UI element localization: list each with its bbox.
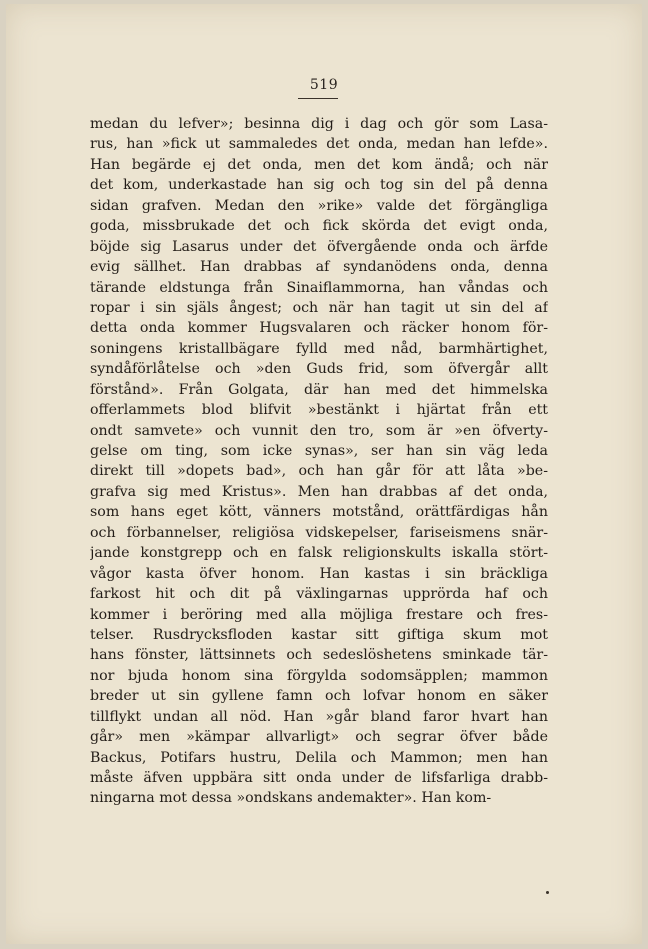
text-line: goda, missbrukade det och fick skörda det evigt onda,	[90, 218, 548, 235]
text-line: medan du lefver»; besinna dig i dag och gör som Lasa-	[90, 116, 548, 132]
text-line: som hans eget kött, vänners motstånd, orättfärdigas hån	[90, 504, 548, 521]
text-line: rus, han »fick ut sammaledes det onda, medan han lefde».	[90, 136, 548, 153]
text-line: kommer i beröring med alla möjliga frestare och fres-	[90, 606, 548, 623]
text-line: vågor kasta öfver honom. Han kastas i sin bräckliga	[90, 565, 548, 582]
text-line: direkt till »dopets bad», och han går för att låta »be-	[90, 463, 548, 480]
print-speck	[546, 891, 549, 894]
text-line: går» men »kämpar allvarligt» och segrar öfver både	[90, 729, 548, 746]
text-line: hans fönster, lättsinnets och sedeslöshetens sminkade tär-	[90, 647, 548, 664]
text-line: Backus, Potifars hustru, Delila och Mammon; men han	[90, 749, 548, 766]
text-line: offerlammets blod blifvit »bestänkt i hjärtat från ett	[90, 402, 548, 419]
text-line: evig sällhet. Han drabbas af syndanödens onda, denna	[90, 259, 548, 276]
page-number: 519	[309, 77, 339, 93]
text-line: ningarna mot dessa »ondskans andemakter». Han kom-	[90, 790, 492, 807]
text-line: farkost hit och dit på växlingarnas upprörda haf och	[90, 586, 548, 603]
text-line: grafva sig med Kristus». Men han drabbas af det onda,	[90, 483, 548, 500]
text-line: böjde sig Lasarus under det öfvergående onda och ärfde	[90, 238, 548, 255]
text-line: ondt samvete» och vunnit den tro, som är »en öfverty-	[90, 422, 548, 439]
text-line: förstånd». Från Golgata, där han med det himmelska	[90, 381, 548, 398]
text-line: breder ut sin gyllene famn och lofvar honom en säker	[90, 688, 548, 705]
text-line: måste äfven uppbära sitt onda under de lifsfarliga drabb-	[90, 770, 548, 786]
text-line: och förbannelser, religiösa vidskepelser, fariseismens snär-	[90, 524, 548, 541]
text-line: telser. Rusdrycksfloden kastar sitt giftiga skum mot	[90, 626, 548, 643]
body-text	[90, 114, 548, 809]
text-line: detta onda kommer Hugsvalaren och räcker honom för-	[90, 320, 548, 337]
text-line: tillflykt undan all nöd. Han »går bland faror hvart han	[90, 708, 548, 725]
text-line: sidan grafven. Medan den »rike» valde det förgängliga	[90, 197, 548, 214]
text-line: jande konstgrepp och en falsk religionskults iskalla stört-	[90, 545, 548, 562]
text-line: det kom, underkastade han sig och tog sin del på denna	[90, 177, 548, 194]
text-line: tärande eldstunga från Sinaiflammorna, han våndas och	[90, 279, 548, 296]
book-page	[6, 4, 642, 944]
text-line: ropar i sin själs ångest; och när han tagit ut sin del af	[90, 299, 548, 316]
text-line: syndåförlåtelse och »den Guds frid, som öfvergår allt	[90, 361, 548, 378]
text-line: gelse om ting, som icke synas», ser han sin väg leda	[90, 443, 548, 459]
text-line: nor bjuda honom sina förgylda sodomsäpplen; mammon	[90, 667, 548, 684]
text-line: Han begärde ej det onda, men det kom ändå; och när	[90, 156, 548, 173]
page-number-rule	[298, 98, 338, 99]
text-line: soningens kristallbägare fylld med nåd, barmhärtighet,	[90, 340, 548, 357]
